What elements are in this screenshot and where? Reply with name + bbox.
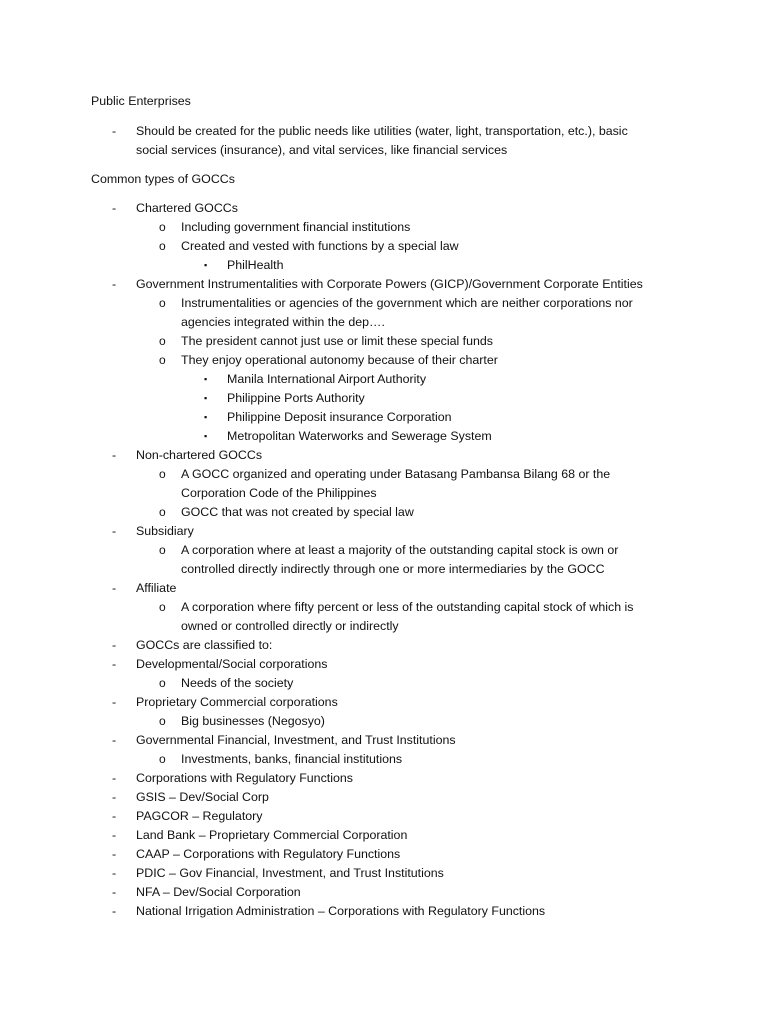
- list-item: [0, 199, 728, 218]
- list-item: [0, 826, 728, 845]
- sub-list-item: [0, 332, 728, 351]
- sub-list-item: [0, 598, 728, 617]
- list-item-text: Chartered GOCCs: [136, 201, 238, 215]
- list-item-text: A corporation where fifty percent or less of the outstanding capital stock of which is: [181, 600, 634, 614]
- list-item: [0, 579, 728, 598]
- list-item-text: The president cannot just use or limit these special funds: [181, 334, 493, 348]
- list-item-text: Instrumentalities or agencies of the government which are neither corporations nor: [181, 296, 633, 310]
- list-item: [0, 769, 728, 788]
- dash-bullet: -: [112, 581, 117, 595]
- dash-bullet: -: [112, 847, 117, 861]
- list-item-text: Created and vested with functions by a special law: [181, 239, 459, 253]
- circle-bullet: o: [159, 600, 166, 614]
- list-item-text: Needs of the society: [181, 676, 294, 690]
- list-item: [0, 807, 728, 826]
- circle-bullet: o: [159, 239, 166, 253]
- dash-bullet: -: [112, 771, 117, 785]
- dash-bullet: -: [112, 524, 117, 538]
- circle-bullet: o: [159, 752, 166, 766]
- list-item-text: Metropolitan Waterworks and Sewerage System: [227, 429, 492, 443]
- list-item-text: National Irrigation Administration – Corporations with Regulatory Functions: [136, 904, 546, 918]
- list-item-text: Non-chartered GOCCs: [136, 448, 263, 462]
- dash-bullet: -: [112, 448, 117, 462]
- list-item-text: agencies integrated within the dep….: [181, 315, 385, 329]
- list-item-text: Proprietary Commercial corporations: [136, 695, 338, 709]
- list-item-text: Land Bank – Proprietary Commercial Corporation: [136, 828, 408, 842]
- list-item-text: A GOCC organized and operating under Batasang Pambansa Bilang 68 or the: [181, 467, 611, 481]
- heading-text: Common types of GOCCs: [91, 172, 235, 186]
- dash-bullet: -: [112, 790, 117, 804]
- circle-bullet: o: [159, 296, 166, 310]
- sub-list-item: [0, 712, 728, 731]
- sub-list-item: [0, 674, 728, 693]
- list-item: [0, 845, 728, 864]
- sub-list-item: [0, 503, 728, 522]
- sub-sub-list-item: [0, 408, 728, 427]
- dash-bullet: -: [112, 277, 117, 291]
- list-item-text: A corporation where at least a majority of the outstanding capital stock is own or: [181, 543, 619, 557]
- list-item-text: Corporations with Regulatory Functions: [136, 771, 353, 785]
- list-item: [0, 522, 728, 541]
- list-item: [0, 864, 728, 883]
- sub-list-item-continuation: [0, 560, 728, 579]
- list-item-text: NFA – Dev/Social Corporation: [136, 885, 301, 899]
- list-item-text: Including government financial institutions: [181, 220, 411, 234]
- sub-list-item: [0, 294, 728, 313]
- circle-bullet: o: [159, 543, 166, 557]
- square-bullet: ▪: [204, 374, 208, 384]
- sub-list-item: [0, 351, 728, 370]
- circle-bullet: o: [159, 467, 166, 481]
- circle-bullet: o: [159, 714, 166, 728]
- square-bullet: ▪: [204, 260, 208, 270]
- dash-bullet: -: [112, 201, 117, 215]
- list-item-text: Manila International Airport Authority: [227, 372, 427, 386]
- sub-sub-list-item: [0, 427, 728, 446]
- list-item: [0, 655, 728, 674]
- list-item: [0, 636, 728, 655]
- dash-bullet: -: [112, 124, 117, 138]
- heading-public-enterprises: [91, 92, 728, 111]
- dash-bullet: -: [112, 733, 117, 747]
- list-item-text: PAGCOR – Regulatory: [136, 809, 263, 823]
- square-bullet: ▪: [204, 393, 208, 403]
- list-item-text: owned or controlled directly or indirectly: [181, 619, 399, 633]
- sub-list-item: [0, 218, 728, 237]
- list-item-text: They enjoy operational autonomy because of their charter: [181, 353, 498, 367]
- dash-bullet: -: [112, 904, 117, 918]
- list-item-text: Big businesses (Negosyo): [181, 714, 325, 728]
- dash-bullet: -: [112, 638, 117, 652]
- dash-bullet: -: [112, 809, 117, 823]
- list-item-text: controlled directly indirectly through one or more intermediaries by the GOCC: [181, 562, 605, 576]
- dash-bullet: -: [112, 657, 117, 671]
- sub-list-item: [0, 541, 728, 560]
- list-item-text: PhilHealth: [227, 258, 284, 272]
- list-item-text: PDIC – Gov Financial, Investment, and Trust Institutions: [136, 866, 444, 880]
- dash-bullet: -: [112, 828, 117, 842]
- list-item-text: Government Instrumentalities with Corporate Powers (GICP)/Government Corporate Entities: [136, 277, 643, 291]
- circle-bullet: o: [159, 505, 166, 519]
- square-bullet: ▪: [204, 431, 208, 441]
- list-item-text: GSIS – Dev/Social Corp: [136, 790, 269, 804]
- sub-list-item-continuation: [0, 484, 728, 503]
- sub-list-item: [0, 237, 728, 256]
- circle-bullet: o: [159, 353, 166, 367]
- list-item-text: CAAP – Corporations with Regulatory Functions: [136, 847, 401, 861]
- list-item: [0, 883, 728, 902]
- circle-bullet: o: [159, 676, 166, 690]
- list-item-text: Developmental/Social corporations: [136, 657, 328, 671]
- circle-bullet: o: [159, 334, 166, 348]
- list-item-text: Investments, banks, financial institutions: [181, 752, 403, 766]
- list-item-text: GOCCs are classified to:: [136, 638, 273, 652]
- sub-list-item-continuation: [0, 313, 728, 332]
- circle-bullet: o: [159, 220, 166, 234]
- sub-sub-list-item: [0, 256, 728, 275]
- list-item: [0, 902, 728, 921]
- list-item-text: GOCC that was not created by special law: [181, 505, 414, 519]
- heading-text: Public Enterprises: [91, 94, 191, 108]
- square-bullet: ▪: [204, 412, 208, 422]
- dash-bullet: -: [112, 885, 117, 899]
- list-item-text: Should be created for the public needs like utilities (water, light, transportation, etc.), basic: [136, 124, 628, 138]
- sub-list-item: [0, 750, 728, 769]
- list-item-text: Affiliate: [136, 581, 177, 595]
- list-item: [0, 731, 728, 750]
- dash-bullet: -: [112, 695, 117, 709]
- dash-bullet: -: [112, 866, 117, 880]
- list-item-text: Corporation Code of the Philippines: [181, 486, 377, 500]
- list-item: [0, 275, 728, 294]
- list-item-text: Subsidiary: [136, 524, 194, 538]
- heading-common-types: [91, 170, 728, 189]
- sub-list-item: [0, 465, 728, 484]
- sub-sub-list-item: [0, 370, 728, 389]
- list-item-text: social services (insurance), and vital services, like financial services: [136, 143, 508, 157]
- list-item: [0, 788, 728, 807]
- list-item: [0, 446, 728, 465]
- list-item: [0, 122, 728, 141]
- list-item-text: Philippine Ports Authority: [227, 391, 365, 405]
- sub-sub-list-item: [0, 389, 728, 408]
- list-item-continuation: [0, 141, 728, 160]
- list-item-text: Philippine Deposit insurance Corporation: [227, 410, 452, 424]
- list-item-text: Governmental Financial, Investment, and Trust Institutions: [136, 733, 456, 747]
- sub-list-item-continuation: [0, 617, 728, 636]
- list-item: [0, 693, 728, 712]
